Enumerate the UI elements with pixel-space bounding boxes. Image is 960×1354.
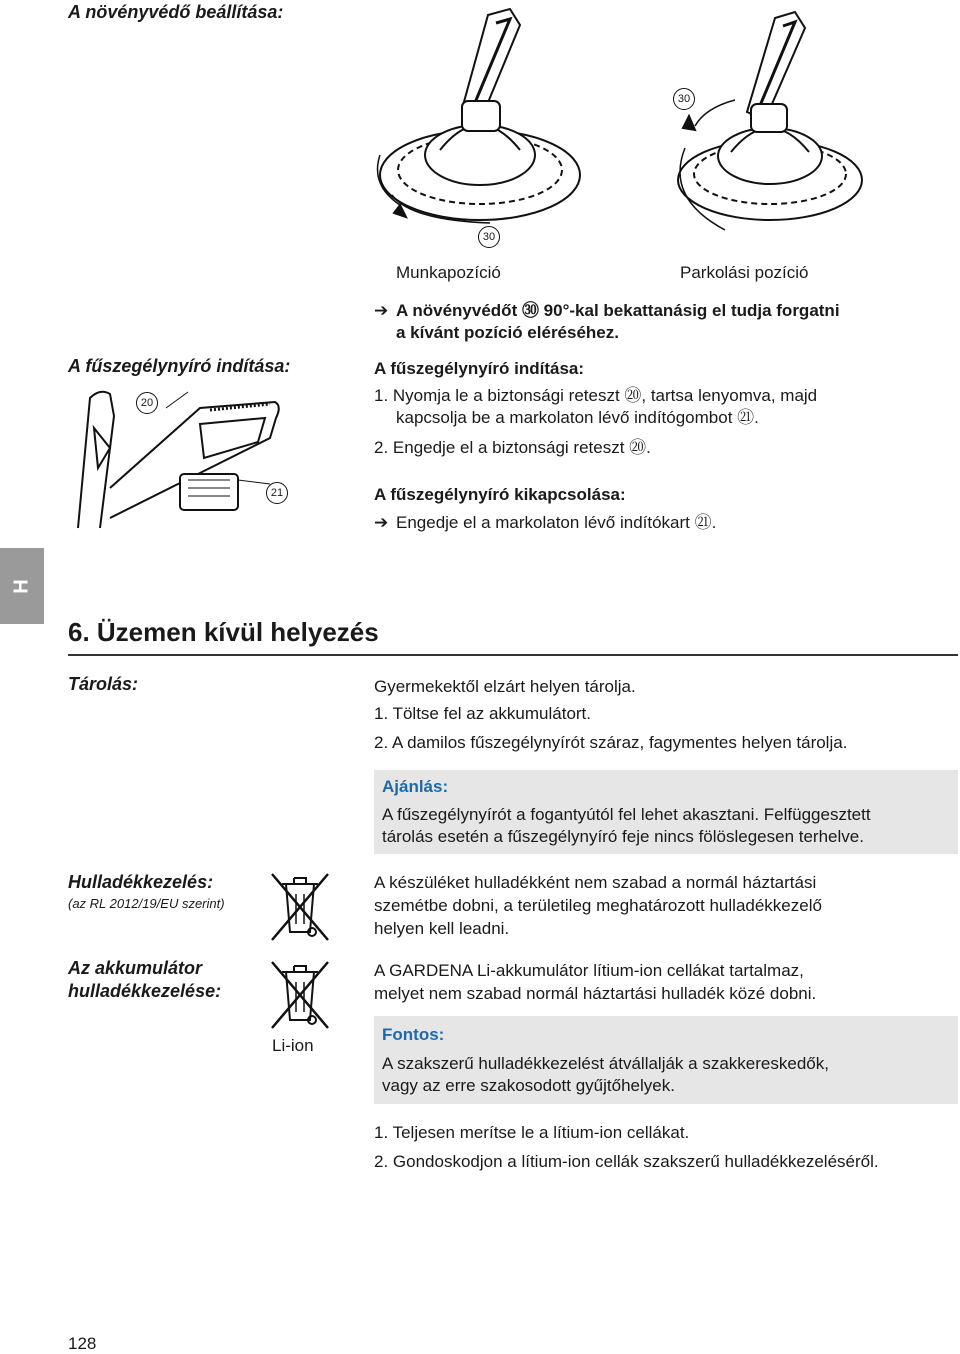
caption-work-position: Munkapozíció (396, 263, 501, 282)
arrow-icon: ➔ (374, 301, 389, 320)
stop-instruction: ➔ Engedje el a markolaton lévő indítókart ㉑. (374, 513, 717, 532)
crossed-bin-battery-icon (268, 958, 332, 1032)
storage-line-2: 1. Töltse fel az akkumulátort. (374, 704, 592, 723)
battery-step-1: 1. Teljesen merítse le a lítium-ion cellákat. (374, 1123, 690, 1142)
page-number: 128 (68, 1334, 97, 1353)
battery-note-title: Fontos: (382, 1025, 445, 1044)
disposal-line-3: helyen kell leadni. (374, 919, 510, 938)
start-heading: A fűszegélynyíró indítása: (374, 359, 585, 378)
callout-30-top: 30 (673, 88, 695, 110)
battery-line-2: melyet nem szabad normál háztartási hulladék közé dobni. (374, 984, 817, 1003)
chapter-rule (68, 654, 958, 656)
li-ion-label: Li-ion (272, 1036, 314, 1055)
stop-heading: A fűszegélynyíró kikapcsolása: (374, 485, 626, 504)
chapter-title: 6. Üzemen kívül helyezés (68, 617, 379, 647)
crossed-bin-icon (268, 870, 332, 944)
language-tab: H (0, 548, 44, 624)
protector-section-title: A növényvédő beállítása: (68, 2, 284, 22)
storage-line-1: Gyermekektől elzárt helyen tárolja. (374, 677, 636, 696)
battery-note-box (374, 1016, 958, 1104)
trimmer-work-position-illustration (370, 5, 610, 245)
storage-line-3: 2. A damilos fűszegélynyírót száraz, fagymentes helyen tárolja. (374, 733, 848, 752)
start-step-2: 2. Engedje el a biztonsági reteszt ⑳. (374, 438, 651, 457)
callout-20: 20 (136, 392, 158, 414)
start-step-1: 1. Nyomja le a biztonsági reteszt ⑳, tartsa lenyomva, majd (374, 386, 818, 405)
callout-21: 21 (266, 482, 288, 504)
disposal-subtitle: (az RL 2012/19/EU szerint) (68, 896, 225, 911)
storage-title: Tárolás: (68, 674, 139, 694)
disposal-title: Hulladékkezelés: (68, 872, 214, 892)
battery-note-line-1: A szakszerű hulladékkezelést átvállalják a szakkereskedők, (382, 1054, 829, 1073)
storage-note-line-1: A fűszegélynyírót a fogantyútól fel lehet akasztani. Felfüggesztett (382, 805, 871, 824)
arrow-icon: ➔ (374, 513, 389, 532)
storage-note-box (374, 770, 958, 854)
battery-line-1: A GARDENA Li-akkumulátor lítium-ion cellákat tartalmaz, (374, 961, 804, 980)
disposal-line-1: A készüléket hulladékként nem szabad a normál háztartási (374, 873, 817, 892)
caption-park-position: Parkolási pozíció (680, 263, 809, 282)
start-section-title: A fűszegélynyíró indítása: (68, 356, 291, 376)
trimmer-park-position-illustration (665, 8, 875, 238)
callout-30-bottom: 30 (478, 226, 500, 248)
trimmer-handle-illustration (70, 388, 300, 536)
storage-note-title: Ajánlás: (382, 777, 449, 796)
battery-disposal-title-1: Az akkumulátor (68, 958, 203, 978)
battery-step-2: 2. Gondoskodjon a lítium-ion cellák szakszerű hulladékkezeléséről. (374, 1152, 879, 1171)
start-step-1-cont: kapcsolja be a markolaton lévő indítógombot ㉑. (396, 408, 759, 427)
battery-note-line-2: vagy az erre szakosodott gyűjtőhelyek. (382, 1076, 675, 1095)
disposal-line-2: szemétbe dobni, a területileg meghatározott hulladékkezelő (374, 896, 822, 915)
battery-disposal-title-2: hulladékkezelése: (68, 981, 222, 1001)
protector-instruction-cont: a kívánt pozíció eléréséhez. (396, 323, 619, 342)
protector-instruction: ➔ A növényvédőt ㉚ 90°-kal bekattanásig el tudja forgatni (374, 301, 840, 320)
storage-note-line-2: tárolás esetén a fűszegélynyíró feje nincs fölöslegesen terhelve. (382, 827, 864, 846)
